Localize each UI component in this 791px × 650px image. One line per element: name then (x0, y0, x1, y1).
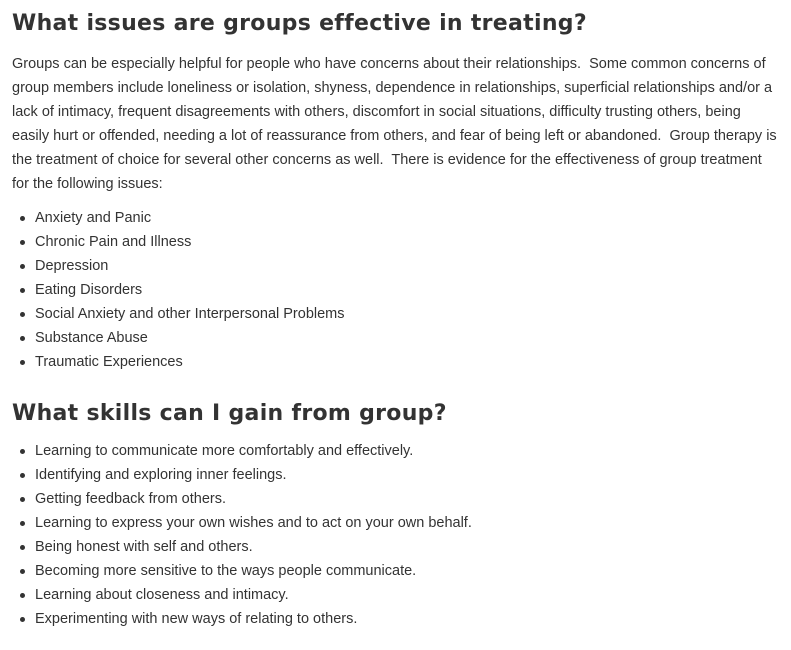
list-item (12, 583, 779, 607)
list-item (12, 350, 779, 374)
list-item (12, 535, 779, 559)
bullet-icon (20, 288, 25, 293)
bullet-icon (20, 312, 25, 317)
list-item-text: Learning to express your own wishes and to act on your own behalf. (35, 515, 472, 531)
bullet-icon (20, 264, 25, 269)
list-item (12, 511, 779, 535)
bullet-icon (20, 240, 25, 245)
bullet-icon (20, 449, 25, 454)
list-item-text: Chronic Pain and Illness (35, 234, 192, 250)
list-item (12, 487, 779, 511)
skills-list (12, 439, 779, 631)
list-item (12, 278, 779, 302)
list-item-text: Learning to communicate more comfortably and effectively. (35, 443, 414, 459)
list-item (12, 206, 779, 230)
list-item-text: Depression (35, 258, 109, 274)
list-item-text: Social Anxiety and other Interpersonal Problems (35, 306, 345, 322)
bullet-icon (20, 569, 25, 574)
list-item-text: Substance Abuse (35, 330, 148, 346)
bullet-icon (20, 593, 25, 598)
list-item-text: Traumatic Experiences (35, 354, 183, 370)
bullet-icon (20, 360, 25, 365)
list-item (12, 463, 779, 487)
issues-list (12, 206, 779, 374)
list-item (12, 326, 779, 350)
bullet-icon (20, 521, 25, 526)
list-item-text: Eating Disorders (35, 282, 143, 298)
section-heading-skills: What skills can I gain from group? (12, 401, 447, 426)
list-item-text: Anxiety and Panic (35, 210, 152, 226)
list-item-text: Learning about closeness and intimacy. (35, 587, 289, 603)
bullet-icon (20, 497, 25, 502)
bullet-icon (20, 473, 25, 478)
bullet-icon (20, 617, 25, 622)
list-item-text: Getting feedback from others. (35, 491, 227, 507)
list-item-text: Identifying and exploring inner feelings. (35, 467, 287, 483)
bullet-icon (20, 545, 25, 550)
list-item (12, 607, 779, 631)
bullet-icon (20, 336, 25, 341)
section-heading-issues: What issues are groups effective in treating? (12, 11, 587, 36)
bullet-icon (20, 216, 25, 221)
list-item-text: Becoming more sensitive to the ways people communicate. (35, 563, 417, 579)
list-item-text: Experimenting with new ways of relating to others. (35, 611, 358, 627)
list-item (12, 230, 779, 254)
issues-paragraph: Groups can be especially helpful for people who have concerns about their relationships. Some common concerns of group members include loneliness or isolation, shyness, dependence in relationships, superficial relationships and/or a lack of intimacy, frequent disagreements with others, discomfort in social situations, difficulty trusting others, being easily hurt or offended, needing a lot of reassurance from others, and fear of being left or abandoned. Group therapy is the treatment of choice for several other concerns as well. There is evidence for the effectiveness of group treatment for the following issues: (12, 56, 777, 192)
list-item-text: Being honest with self and others. (35, 539, 253, 555)
list-item (12, 439, 779, 463)
list-item (12, 559, 779, 583)
list-item (12, 254, 779, 278)
list-item (12, 302, 779, 326)
